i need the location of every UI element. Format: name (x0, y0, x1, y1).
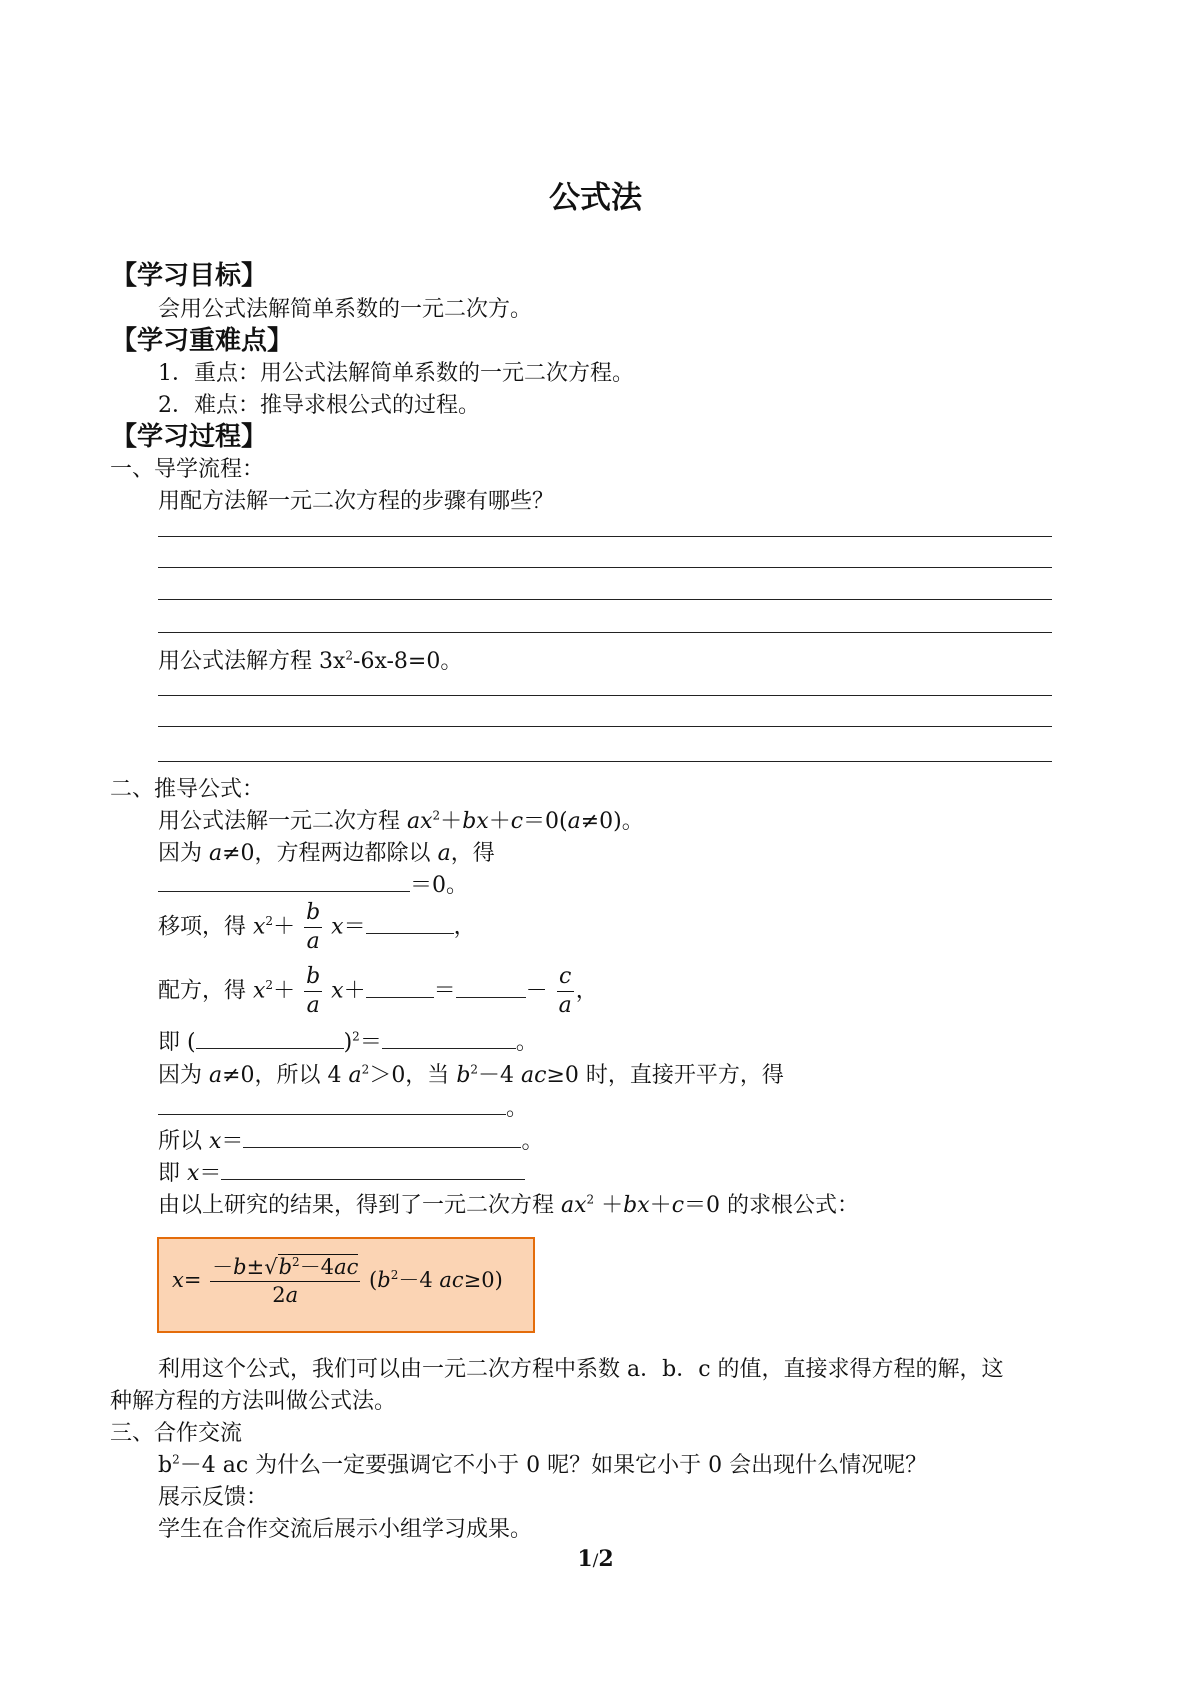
square-form-line: 即 ( )$^2$＝ 。 (158, 1025, 538, 1056)
heading-keypoints: 【学习重难点】 (111, 326, 294, 356)
fill-blank[interactable] (366, 911, 454, 934)
section3-show: 学生在合作交流后展示小组学习成果。 (158, 1517, 533, 1542)
divided-equation-line: ＝0。 (158, 868, 468, 899)
section1-question-1: 用配方法解一元二次方程的步骤有哪些？ (158, 489, 555, 514)
ie-x-line: 即 x＝ (158, 1156, 525, 1187)
formula-note-line-1: 利用这个公式，我们可以由一元二次方程中系数 a．b．c 的值，直接求得方程的解，这 (158, 1357, 1004, 1382)
answer-line (158, 599, 1052, 600)
formula-fraction: $\frac{-b\pm√b^2-4ac}{2a}$ (212, 1255, 359, 1307)
fill-blank[interactable] (456, 975, 526, 998)
formula-note-line-2: 种解方程的方法叫做公式法。 (110, 1389, 397, 1414)
move-terms-line: 移项，得 $x^2+$ $\frac{b}{a}$ x＝ ， (158, 900, 476, 954)
page-number: 1/2 (577, 1546, 614, 1572)
fill-blank[interactable] (366, 975, 434, 998)
keypoint-2: 2．难点：推导求根公式的过程。 (158, 393, 480, 418)
fraction-c-over-a: $\frac{c}{a}$ (558, 964, 572, 1018)
section3-question: $b^2-4$ ac 为什么一定要强调它不小于 0 呢？如果它小于 0 会出现什么情况呢？ (158, 1452, 928, 1478)
quadratic-equation-line: 用公式法解一元二次方程 $ax^2+bx+c=0(a\ne 0)$。 (158, 808, 644, 834)
heading-process: 【学习过程】 (111, 422, 268, 452)
answer-line (158, 695, 1052, 696)
square-root-line: 。 (158, 1091, 528, 1122)
answer-line (158, 536, 1052, 537)
radical: $b^2-4ac$ (278, 1255, 359, 1279)
keypoint-1: 1．重点：用公式法解简单系数的一元二次方程。 (158, 361, 634, 386)
fill-blank[interactable] (243, 1125, 521, 1148)
objective-text: 会用公式法解简单系数的一元二次方。 (158, 297, 533, 322)
fraction-b-over-a: $\frac{b}{a}$ (306, 900, 321, 954)
fill-blank[interactable] (221, 1157, 525, 1180)
answer-line (158, 726, 1052, 727)
section1-title: 一、导学流程： (110, 457, 265, 482)
section1-question-2: 用公式法解方程 $3x^2-6x-8=0$。 (158, 648, 463, 674)
section3-feedback: 展示反馈： (158, 1485, 269, 1510)
answer-line (158, 567, 1052, 568)
page-title: 公式法 (549, 180, 642, 216)
result-line: 由以上研究的结果，得到了一元二次方程 $ax^2 +bx+c=0$ 的求根公式： (158, 1192, 860, 1218)
heading-objective: 【学习目标】 (111, 261, 268, 291)
complete-square-line: 配方，得 $x^2+$ $\frac{b}{a}$ x＋ ＝ － $\frac{c}{a}$ ， (158, 964, 598, 1018)
fill-blank[interactable] (158, 869, 410, 892)
divide-line: 因为 a≠0，方程两边都除以 a，得 (158, 841, 495, 866)
quadratic-formula-box (157, 1237, 535, 1333)
fill-blank[interactable] (158, 1092, 506, 1115)
fraction-b-over-a: $\frac{b}{a}$ (306, 964, 321, 1018)
discriminant-condition-line: 因为 a≠0，所以 4 $a^2>0$，当 $b^2-4$ ac≥0 时，直接开平方，得 (158, 1062, 784, 1088)
fill-blank[interactable] (382, 1026, 516, 1049)
answer-line (158, 761, 1052, 762)
so-x-line: 所以 x＝ 。 (158, 1124, 543, 1155)
answer-line (158, 632, 1052, 633)
quadratic-formula: x= $\frac{-b\pm√b^2-4ac}{2a}$ ($b^2-4$ ac≥0) (172, 1255, 503, 1307)
fill-blank[interactable] (196, 1026, 344, 1049)
section3-title: 三、合作交流 (110, 1421, 243, 1446)
section2-title: 二、推导公式： (110, 777, 265, 802)
